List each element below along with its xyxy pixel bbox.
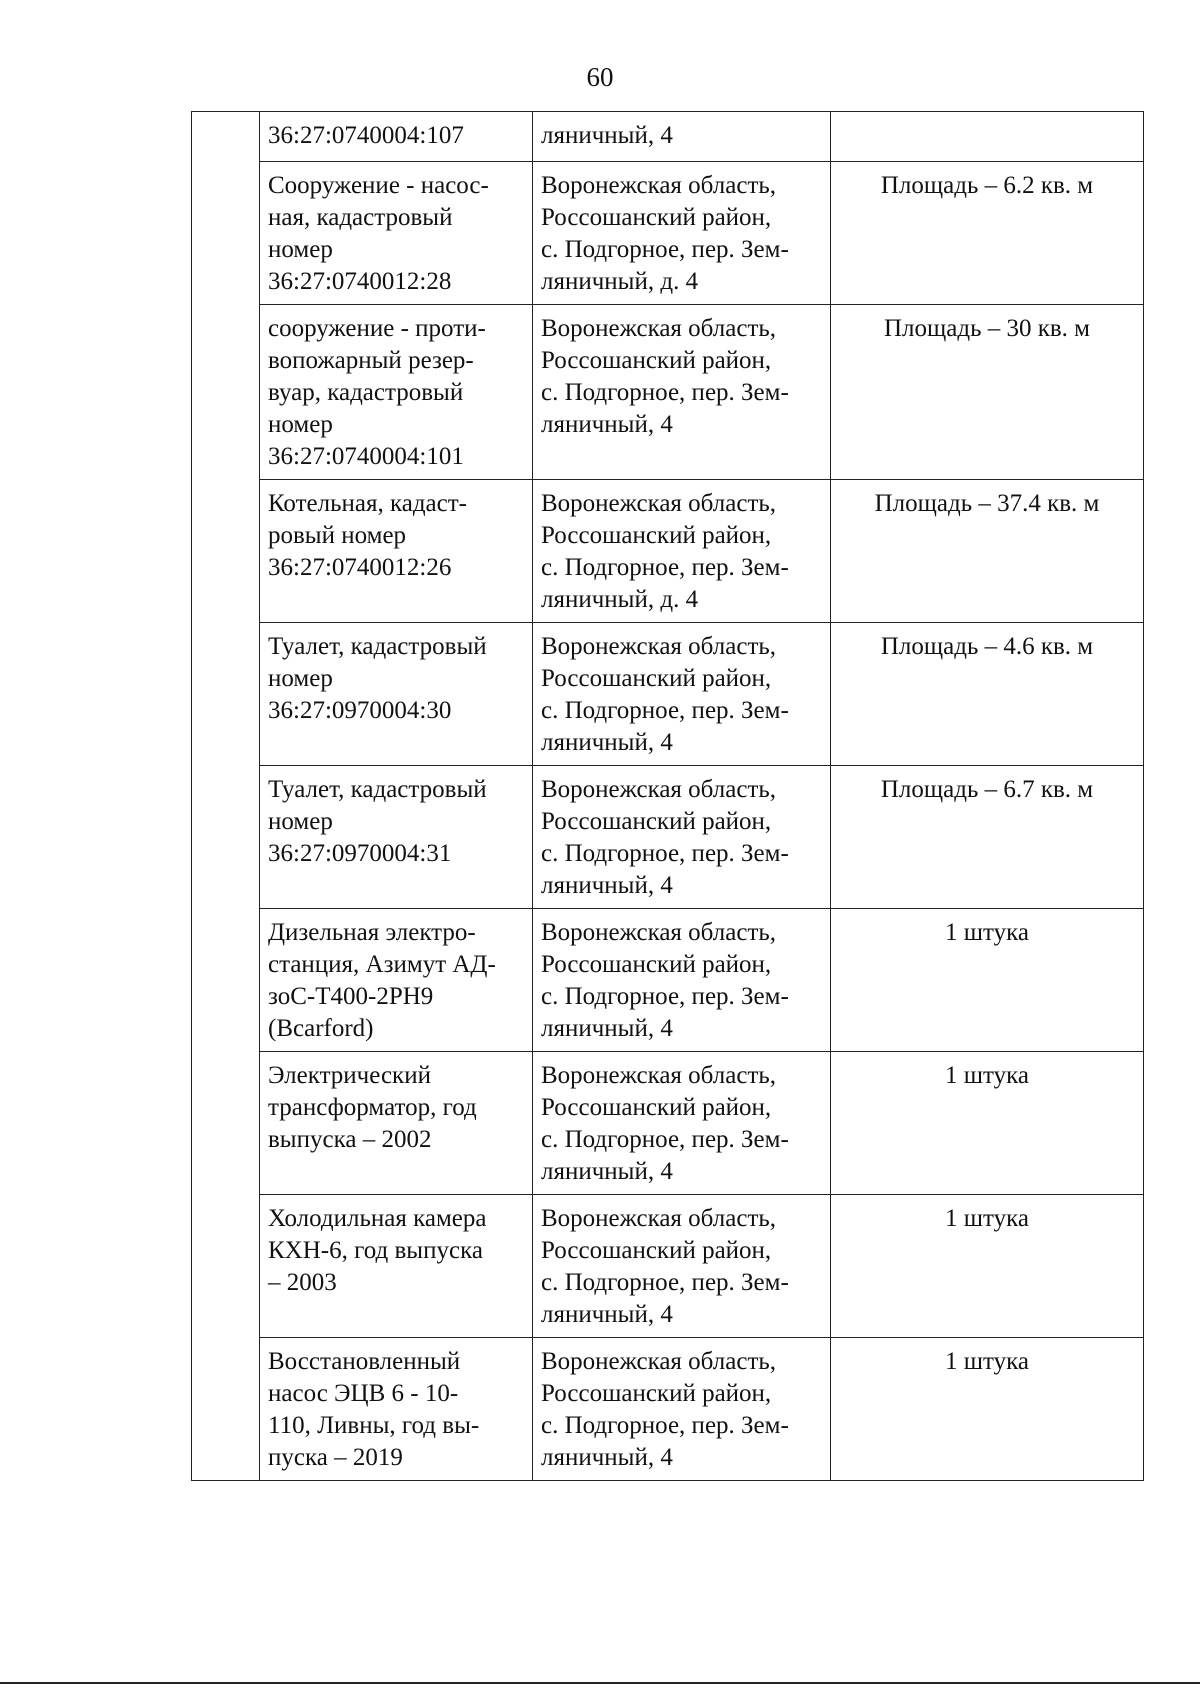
address-cell [533,480,831,623]
table-body [192,112,1144,1481]
object-cell-line: номер [268,236,333,263]
object-cell-line: трансформатор, год [268,1094,477,1121]
table-row [192,112,1144,162]
object-cell-line: Дизельная электро- [268,919,476,946]
object-cell-line: номер [268,665,333,692]
object-cell-line: КХН-6, год выпуска [268,1237,483,1264]
address-cell-line: ляничный, 4 [541,1444,673,1471]
object-cell-line: насос ЭЦВ 6 - 10- [268,1380,459,1407]
address-cell-line: Россошанский район, [541,522,772,549]
object-cell [260,1195,533,1338]
table-row [192,766,1144,909]
address-cell-line: Россошанский район, [541,1380,772,1407]
address-cell [533,1052,831,1195]
address-cell-line: Воронежская область, [541,633,777,660]
object-cell [260,305,533,480]
table-row [192,480,1144,623]
object-cell [260,1338,533,1481]
address-cell [533,1338,831,1481]
measure-cell [831,112,1144,162]
table-row [192,1052,1144,1195]
address-cell [533,623,831,766]
address-cell-line: Россошанский район, [541,1094,772,1121]
object-cell-line: 110, Ливны, год вы- [268,1412,480,1439]
address-cell-line: с. Подгорное, пер. Зем- [541,1269,789,1296]
object-cell-line: Восстановленный [268,1348,461,1375]
object-cell-line: 36:27:0740004:101 [268,443,464,470]
address-cell-line: Россошанский район, [541,808,772,835]
measure-cell: 1 штука [831,1338,1144,1481]
address-cell-line: ляничный, 4 [541,1158,673,1185]
address-cell [533,305,831,480]
address-cell [533,162,831,305]
address-cell-line: Воронежская область, [541,776,777,803]
object-cell-line: (Bcarford) [268,1015,374,1042]
measure-cell: Площадь – 4.6 кв. м [831,623,1144,766]
address-cell-line: Россошанский район, [541,951,772,978]
address-cell [533,1195,831,1338]
object-cell-line: вопожарный резер- [268,347,474,374]
address-cell-line: ляничный, 4 [541,729,673,756]
object-cell-line: зоС-Т400-2РН9 [268,983,434,1010]
address-cell-line: Россошанский район, [541,204,772,231]
row-index-cell [192,480,260,623]
address-cell [533,909,831,1052]
object-cell [260,623,533,766]
address-cell-line: с. Подгорное, пер. Зем- [541,1412,789,1439]
address-cell-line: ляничный, д. 4 [541,586,699,613]
object-cell [260,766,533,909]
table-row [192,623,1144,766]
address-cell-line: с. Подгорное, пер. Зем- [541,554,789,581]
measure-cell: Площадь – 30 кв. м [831,305,1144,480]
object-cell-line: выпуска – 2002 [268,1126,432,1153]
object-cell-line: Сооружение - насос- [268,172,489,199]
row-index-cell [192,162,260,305]
address-cell-line: с. Подгорное, пер. Зем- [541,379,789,406]
row-index-cell [192,1195,260,1338]
address-cell-line: с. Подгорное, пер. Зем- [541,983,789,1010]
address-cell-line: Воронежская область, [541,490,777,517]
measure-cell: 1 штука [831,1052,1144,1195]
object-cell-line: пуска – 2019 [268,1444,403,1471]
object-cell-line: номер [268,411,333,438]
object-cell [260,480,533,623]
row-index-cell [192,1338,260,1481]
address-cell-line: ляничный, д. 4 [541,268,699,295]
address-cell-line: Воронежская область, [541,919,777,946]
object-cell [260,162,533,305]
address-cell-line: Россошанский район, [541,1237,772,1264]
row-index-cell [192,112,260,162]
measure-cell: 1 штука [831,1195,1144,1338]
address-cell-line: с. Подгорное, пер. Зем- [541,1126,789,1153]
address-cell-line: с. Подгорное, пер. Зем- [541,697,789,724]
object-cell-line: Туалет, кадастровый [268,776,487,803]
object-cell-line: Холодильная камера [268,1205,487,1232]
measure-cell: Площадь – 6.7 кв. м [831,766,1144,909]
address-cell-line: Воронежская область, [541,1205,777,1232]
object-cell-line: ная, кадастровый [268,204,453,231]
measure-cell: 1 штука [831,909,1144,1052]
address-cell-line: ляничный, 4 [541,1301,673,1328]
object-cell-line: ровый номер [268,522,407,549]
address-cell-line: Воронежская область, [541,172,777,199]
address-cell-line: ляничный, 4 [541,872,673,899]
measure-cell: Площадь – 6.2 кв. м [831,162,1144,305]
address-cell-line: Россошанский район, [541,347,772,374]
row-index-cell [192,623,260,766]
object-cell-line: – 2003 [268,1269,337,1296]
object-cell-line: Электрический [268,1062,431,1089]
address-cell-line: ляничный, 4 [541,1015,673,1042]
table-row [192,305,1144,480]
row-index-cell [192,909,260,1052]
object-cell-line: сооружение - проти- [268,315,486,342]
row-index-cell [192,305,260,480]
measure-cell: Площадь – 37.4 кв. м [831,480,1144,623]
object-cell-line: 36:27:0740012:26 [268,554,452,581]
bottom-rule [0,1682,1200,1684]
object-cell-line: 36:27:0970004:30 [268,697,452,724]
address-cell-line: Воронежская область, [541,1348,777,1375]
row-index-cell [192,766,260,909]
address-cell-line: Воронежская область, [541,315,777,342]
page-number: 60 [586,62,614,92]
row-index-cell [192,1052,260,1195]
address-cell-line: с. Подгорное, пер. Зем- [541,840,789,867]
address-cell [533,766,831,909]
address-cell-line: Воронежская область, [541,1062,777,1089]
object-cell [260,112,533,162]
object-cell-line: 36:27:0970004:31 [268,840,452,867]
address-cell [533,112,831,162]
table-row [192,1195,1144,1338]
address-cell-line: Россошанский район, [541,665,772,692]
table-row [192,1338,1144,1481]
table-row [192,162,1144,305]
address-cell-line: с. Подгорное, пер. Зем- [541,236,789,263]
object-cell-line: Котельная, кадаст- [268,490,467,517]
object-cell [260,1052,533,1195]
address-cell-line: ляничный, 4 [541,122,673,149]
object-cell-line: станция, Азимут АД- [268,951,496,978]
object-cell-line: 36:27:0740004:107 [268,122,464,149]
property-table [191,111,1144,1481]
object-cell-line: 36:27:0740012:28 [268,268,452,295]
table-row [192,909,1144,1052]
object-cell-line: номер [268,808,333,835]
object-cell-line: вуар, кадастровый [268,379,464,406]
object-cell [260,909,533,1052]
address-cell-line: ляничный, 4 [541,411,673,438]
object-cell-line: Туалет, кадастровый [268,633,487,660]
